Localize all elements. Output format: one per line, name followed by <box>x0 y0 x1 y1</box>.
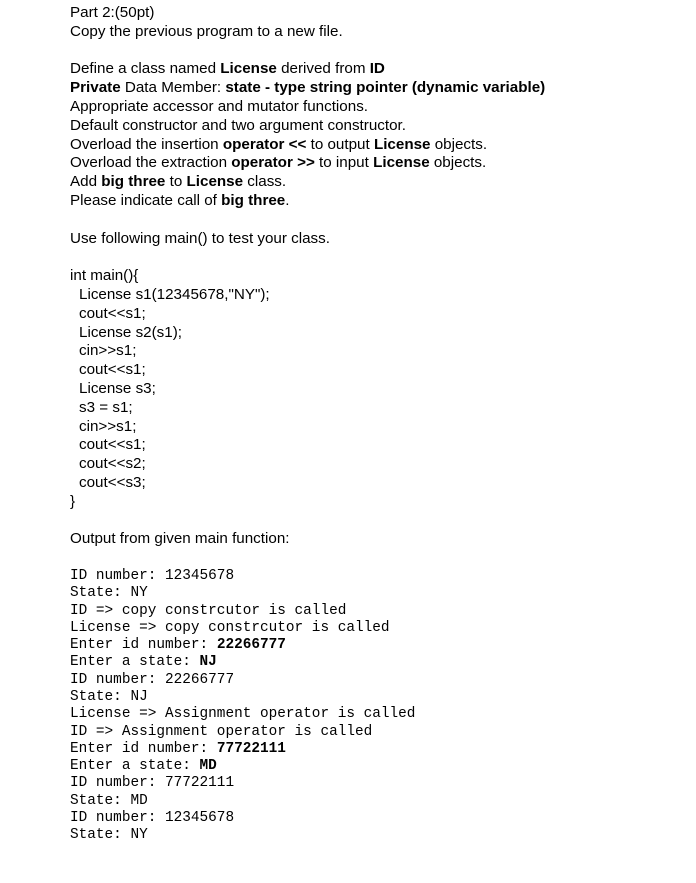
output-line: ID number: 12345678 <box>70 810 235 827</box>
output-line: ID number: 22266777 <box>70 671 235 688</box>
code-line: cout<<s1; <box>79 436 146 454</box>
output-line: ID number: 77722111 <box>70 775 235 792</box>
output-line: State: MD <box>70 792 148 809</box>
code-main-open: int main(){ <box>70 267 139 285</box>
code-main-close: } <box>70 492 76 510</box>
program-output <box>70 568 680 845</box>
code-line: cout<<s1; <box>79 361 146 379</box>
code-line: License s2(s1); <box>79 323 182 341</box>
requirement-constructors: Default constructor and two argument constructor. <box>70 116 406 134</box>
code-line: cout<<s3; <box>79 473 146 491</box>
requirement-insertion-operator: Overload the insertion operator << to output License objects. <box>70 135 488 153</box>
code-line: cin>>s1; <box>79 342 137 360</box>
code-line: License s3; <box>79 379 156 397</box>
output-line: Enter a state: NJ <box>70 654 217 671</box>
output-line: Enter id number: 22266777 <box>70 637 286 654</box>
part-title: Part 2:(50pt) <box>70 4 155 21</box>
code-line: s3 = s1; <box>79 398 133 416</box>
requirement-big-three: Add big three to License class. <box>70 173 287 191</box>
output-line: Enter id number: 77722111 <box>70 740 286 757</box>
main-intro: Use following main() to test your class. <box>70 229 330 247</box>
output-line: State: NY <box>70 585 148 602</box>
requirement-extraction-operator: Overload the extraction operator >> to input License objects. <box>70 154 487 172</box>
output-line: State: NY <box>70 827 148 844</box>
code-line: cout<<s1; <box>79 304 146 322</box>
output-line: Enter a state: MD <box>70 758 217 775</box>
requirement-indicate-big-three: Please indicate call of big three. <box>70 191 290 209</box>
requirement-private-member: Private Data Member: state - type string pointer (dynamic variable) <box>70 79 546 97</box>
output-line: State: NJ <box>70 688 148 705</box>
output-line: ID => Assignment operator is called <box>70 723 373 740</box>
output-line: ID number: 12345678 <box>70 567 235 584</box>
requirement-accessors: Appropriate accessor and mutator functions. <box>70 97 369 115</box>
output-intro: Output from given main function: <box>70 530 290 548</box>
output-line: License => copy constrcutor is called <box>70 619 390 636</box>
document-page <box>70 4 680 845</box>
code-line: cout<<s2; <box>79 455 146 473</box>
code-line: License s1(12345678,"NY"); <box>79 285 270 303</box>
copy-instruction: Copy the previous program to a new file. <box>70 22 343 40</box>
output-line: License => Assignment operator is called <box>70 706 416 723</box>
requirement-define-class: Define a class named License derived from ID <box>70 60 385 78</box>
code-line: cin>>s1; <box>79 417 137 435</box>
output-line: ID => copy constrcutor is called <box>70 602 347 619</box>
